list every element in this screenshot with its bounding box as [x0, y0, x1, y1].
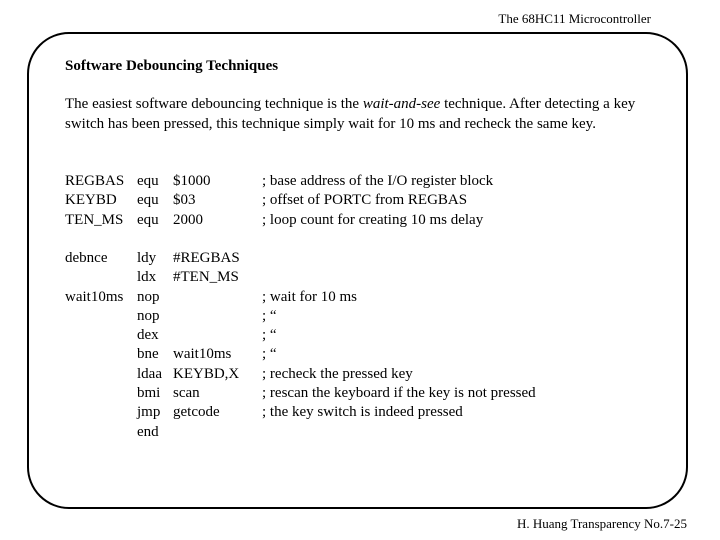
code-operand: $1000 [173, 173, 211, 189]
code-operand: KEYBD,X [173, 365, 240, 382]
code-operand: scan [173, 385, 200, 402]
code-operand: $03 [173, 192, 196, 209]
code-label: KEYBD [65, 192, 117, 209]
code-comment: ; rescan the keyboard if the key is not pressed [262, 385, 536, 402]
code-opcode: equ [137, 192, 159, 209]
para-text: The easiest software debouncing technique is the [65, 96, 363, 112]
code-opcode: bmi [137, 385, 161, 402]
code-label: wait10ms [65, 288, 124, 305]
code-opcode: bne [137, 346, 159, 363]
code-opcode: equ [137, 211, 159, 228]
code-comment: ; wait for 10 ms [262, 288, 357, 305]
code-opcode: ldx [137, 269, 157, 286]
para-text: technique. After detecting a key switch has been pressed, this technique simply wait for 10 ms and recheck the same key. [65, 96, 636, 132]
code-opcode: ldy [137, 250, 157, 266]
code-opcode: jmp [137, 404, 161, 421]
code-comment: ; “ [262, 327, 277, 344]
code-comment: ; “ [262, 307, 277, 324]
intro-paragraph [65, 95, 665, 134]
code-opcode: ldaa [137, 365, 162, 382]
code-comment: ; loop count for creating 10 ms delay [262, 211, 484, 228]
code-comment: ; recheck the pressed key [262, 365, 413, 382]
code-comment: ; base address of the I/O register block [262, 173, 494, 189]
code-opcode: dex [137, 327, 159, 344]
code-operand: 2000 [173, 211, 203, 228]
code-comment: ; “ [262, 346, 277, 363]
footer: H. Huang Transparency No.7-25 [516, 516, 687, 531]
code-label: REGBAS [65, 173, 125, 189]
code-label: debnce [65, 250, 108, 266]
para-emphasis: wait-and-see [362, 96, 441, 112]
code-operand: #TEN_MS [173, 269, 239, 286]
code-operand: getcode [173, 404, 220, 421]
slide-title: Software Debouncing Techniques [65, 58, 279, 74]
code-comment: ; offset of PORTC from REGBAS [262, 192, 468, 209]
running-header: The 68HC11 Microcontroller [498, 11, 651, 26]
code-opcode: equ [137, 173, 159, 189]
code-operand: #REGBAS [173, 250, 240, 266]
code-label: TEN_MS [65, 211, 124, 228]
code-opcode: nop [137, 288, 160, 305]
code-opcode: nop [137, 307, 160, 324]
code-operand: wait10ms [173, 346, 232, 363]
code-comment: ; the key switch is indeed pressed [262, 404, 463, 421]
code-opcode: end [137, 423, 159, 440]
